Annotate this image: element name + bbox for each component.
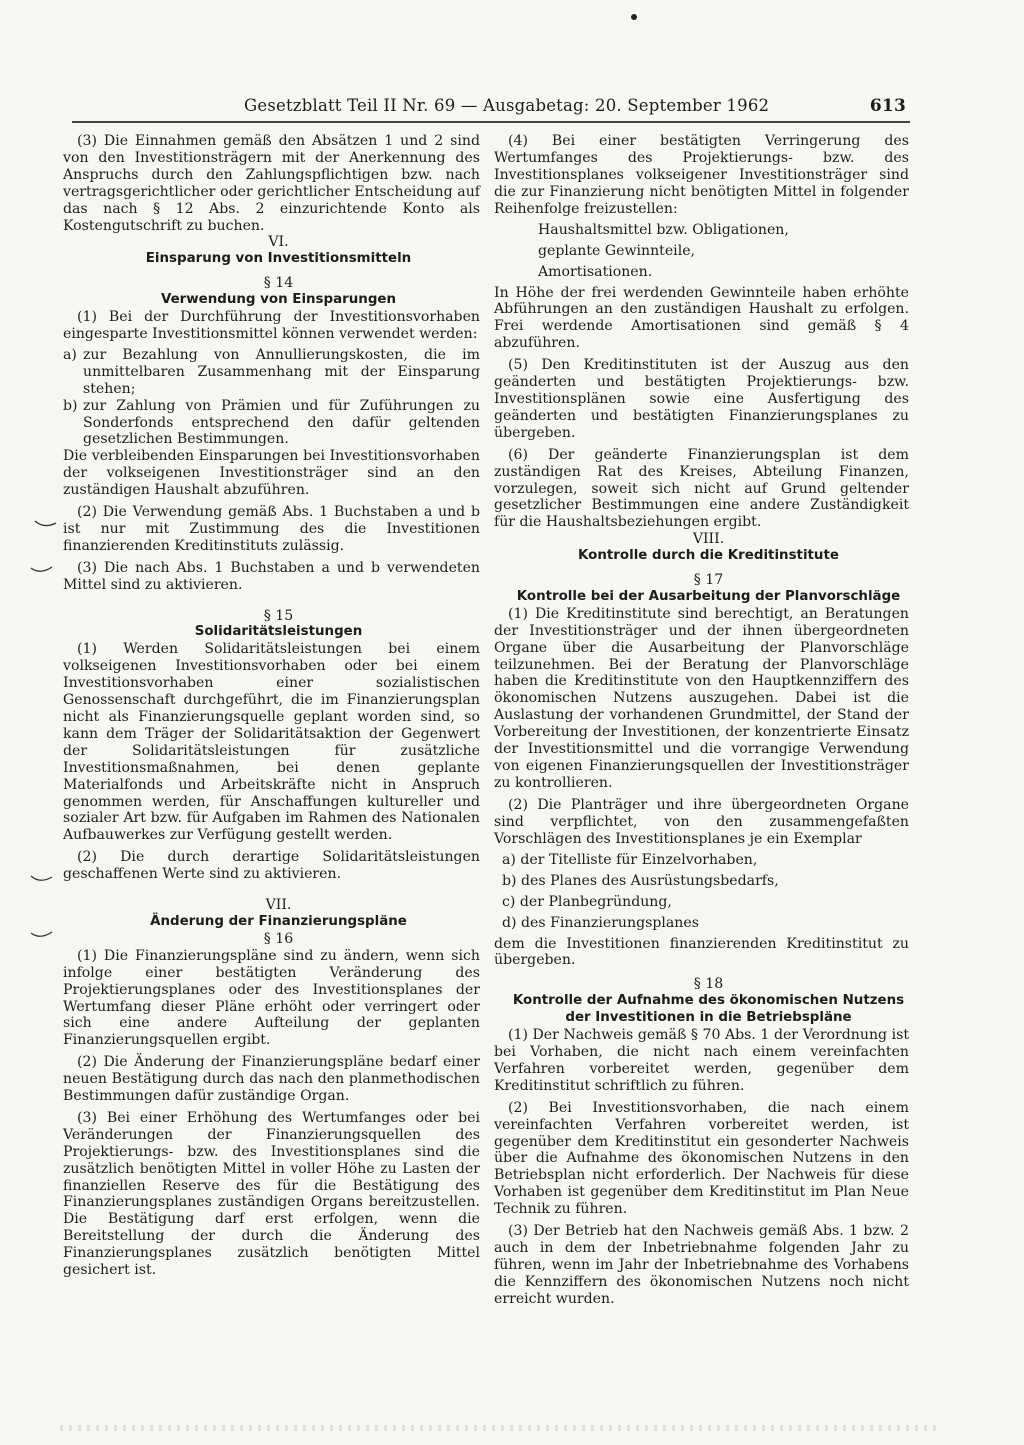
paragraph: dem die Investitionen finanzierenden Kreditinstitut zu übergeben.: [494, 935, 909, 969]
list-item: Amortisationen.: [538, 263, 653, 280]
pencil-tick-icon: [30, 565, 54, 575]
paragraph: (1) Die Finanzierungspläne sind zu ändern, wenn sich infolge einer bestätigten Veränderung des Projektierungsplanes oder des Investitionsplanes der Wertumfang dieser Pläne erhöht oder verringert oder sich eine andere Aufteilung der geplanten Finanzierungsquellen ergibt.: [63, 947, 480, 1049]
page-header: [80, 94, 906, 120]
document-list: [502, 850, 909, 934]
list-item: d) des Finanzierungsplanes: [502, 914, 699, 931]
list-text: zur Bezahlung von Annullierungskosten, die im unmittelbaren Zusammenhang mit der Einsparung stehen;: [83, 346, 480, 397]
paragraph: In Höhe der frei werdenden Gewinnteile haben erhöhte Abführungen an den zuständigen Haushalt zu erfolgen. Frei werdende Amortisationen sind gemäß § 4 abzuführen.: [494, 284, 909, 352]
section-number: VII.: [265, 897, 292, 914]
pencil-tick-icon: [30, 930, 54, 940]
paragraph: (6) Der geänderte Finanzierungsplan ist dem zuständigen Rat des Kreises, Abteilung Finanzen, vorzulegen, soweit sich nicht auf Grund geltender gesetzlicher Bestimmungen eine andere Zuständigkeit für die Haushaltsbeziehungen ergibt.: [494, 446, 909, 531]
section-title: Einsparung von Investitionsmitteln: [145, 251, 412, 267]
paragraph: (4) Bei einer bestätigten Verringerung des Wertumfanges des Projektierungs- bzw. des Investitionsplanes volkseigener Investitionsträger sind die zur Finanzierung nicht benötigten Mittel in folgender Reihenfolge freizustellen:: [494, 133, 909, 217]
release-order-list: [538, 220, 909, 283]
paragraph-title: Verwendung von Einsparungen: [160, 292, 397, 308]
paragraph: (1) Die Kreditinstitute sind berechtigt, an Beratungen der Investitionsträger und der ihnen übergeordneten Organe über die Ausarbeitung der Planvorschläge teilzunehmen. Bei der Beratung der Planvorschläge haben die Kreditinstitute von den Hauptkennziffern des ökonomischen Nutzens auszugehen. Dabei ist die Auslastung der vorhandenen Grundmittel, der Stand der Vorbereitung der Investitionen, der konzentrierte Einsatz der Investitionsmittel und die vorrangige Verwendung von eigenen Finanzierungsquellen der Investitionsträger zu kontrollieren.: [494, 605, 909, 791]
section-title: Kontrolle durch die Kreditinstitute: [578, 548, 839, 564]
paragraph: (2) Die durch derartige Solidaritätsleistungen geschaffenen Werte sind zu aktivieren.: [63, 849, 480, 883]
list-item: Haushaltsmittel bzw. Obligationen,: [538, 221, 789, 238]
paragraph-number: § 15: [263, 607, 294, 624]
list-item: geplante Gewinnteile,: [538, 242, 696, 259]
paragraph-number: § 18: [693, 976, 724, 993]
paragraph: (3) Der Betrieb hat den Nachweis gemäß Abs. 1 bzw. 2 auch in dem der Inbetriebnahme folgenden Jahr zu führen, wenn im Jahr der Inbetriebnahme des Vorhabens die Kennziffern des ökonomischen Nutzens noch nicht erreicht wurden.: [494, 1223, 909, 1307]
list-item: c) der Planbegründung,: [502, 893, 672, 910]
paragraph-title: Kontrolle bei der Ausarbeitung der Planvorschläge: [516, 588, 901, 604]
paragraph-title: Solidaritätsleistungen: [194, 624, 363, 640]
list-item: a) der Titelliste für Einzelvorhaben,: [502, 851, 758, 868]
paragraph-number: § 14: [263, 275, 294, 292]
paragraph: (1) Bei der Durchführung der Investitionsvorhaben eingesparte Investitionsmittel können verwendet werden:: [63, 309, 480, 342]
paragraph-number: § 16: [263, 930, 294, 947]
paragraph-title: der Investitionen in die Betriebspläne: [565, 1010, 852, 1026]
paragraph: (3) Die Einnahmen gemäß den Absätzen 1 und 2 sind von den Investitionsträgern mit der Anerkennung des Anspruchs durch den Zahlungspflichtigen bzw. nach vertragsgerichtlicher oder gerichtlicher Entscheidung auf das nach § 12 Abs. 2 einzurichtende Konto als Kostengutschrift zu buchen.: [63, 133, 480, 234]
paragraph: (2) Bei Investitionsvorhaben, die nach einem vereinfachten Verfahren vorbereitet werden, ist gegenüber dem Kreditinstitut ein gesonderter Nachweis über die Aufnahme des ökonomischen Nutzens in den Betriebsplan nicht erforderlich. Der Nachweis für diese Vorhaben ist gegenüber dem Kreditinstitut im Plan Neue Technik zu führen.: [494, 1099, 909, 1218]
paragraph-number: § 17: [693, 572, 724, 589]
header-rule: [72, 121, 910, 123]
list-item: [63, 347, 480, 398]
ink-dot: [631, 14, 637, 20]
paragraph: (2) Die Verwendung gemäß Abs. 1 Buchstaben a und b ist nur mit Zustimmung des die Investitionen finanzierenden Kreditinstituts zulässig.: [63, 504, 480, 554]
right-column: [494, 133, 909, 1308]
page-number: 613: [869, 96, 906, 116]
list-item: b) des Planes des Ausrüstungsbedarfs,: [502, 872, 779, 889]
paragraph: (1) Der Nachweis gemäß § 70 Abs. 1 der Verordnung ist bei Vorhaben, die nicht nach einem vereinfachten Verfahren vorbereitet werden, gegenüber dem Kreditinstitut schriftlich zu führen.: [494, 1027, 909, 1094]
paragraph-title: Kontrolle der Aufnahme des ökonomischen Nutzens: [512, 993, 905, 1009]
list-label: b): [63, 397, 78, 414]
paragraph: (5) Den Kreditinstituten ist der Auszug aus den geänderten und bestätigten Projektierungs- bzw. Investitionsplänen sowie eine Ausfertigung des geänderten und bestätigten Finanzierungsplanes zu übergeben.: [494, 357, 909, 441]
list-label: a): [63, 346, 77, 363]
pencil-tick-icon: [30, 874, 54, 884]
section-title: Änderung der Finanzierungspläne: [150, 913, 407, 929]
list-text: zur Zahlung von Prämien und für Zuführungen zu Sonderfonds entsprechend den dafür geltenden gesetzlichen Bestimmungen.: [83, 397, 480, 448]
list-item: [63, 398, 480, 449]
pencil-tick-icon: [34, 519, 58, 529]
paragraph: (2) Die Änderung der Finanzierungspläne bedarf einer neuen Bestätigung durch das nach den planmethodischen Bestimmungen dafür zuständige Organ.: [63, 1054, 480, 1105]
paragraph: (2) Die Planträger und ihre übergeordneten Organe sind verpflichtet, von den zusammengefaßten Vorschlägen des Investitionsplanes je ein Exemplar: [494, 796, 909, 847]
paragraph: (1) Werden Solidaritätsleistungen bei einem volkseigenen Investitionsvorhaben oder bei einem Investitionsvorhaben einer sozialistischen Genossenschaft durchgeführt, die im Finanzierungsplan nicht als Finanzierungsquelle geplant worden sind, so kann dem Träger der Solidaritätsaktion der Gegenwert der Solidaritätsleistungen für zusätzliche Investitionsmaßnahmen, bei denen geplante Materialfonds und Arbeitskräfte nicht in Anspruch genommen werden, für Anschaffungen kultureller und sozialer Art bzw. für Aufgaben im Rahmen des Nationalen Aufbauwerkes zur Verfügung gestellt werden.: [63, 641, 480, 844]
section-number: VIII.: [692, 531, 725, 548]
running-title: Gesetzblatt Teil II Nr. 69 — Ausgabetag: 20. September 1962: [244, 96, 770, 115]
paragraph: (3) Bei einer Erhöhung des Wertumfanges oder bei Veränderungen der Finanzierungsquellen des Projektierungs- bzw. des Investitionsplanes sind die zusätzlich benötigten Mittel in voller Höhe zu Lasten der finanziellen Reserve des für die Bestätigung des Finanzierungsplanes zuständigen Organs bereitzustellen. Die Bestätigung darf erst erfolgen, wenn die Bereitstellung der durch die Änderung des Finanzierungsplanes zusätzlich benötigten Mittel gesichert ist.: [63, 1109, 480, 1279]
section-number: VI.: [268, 234, 289, 251]
left-column: [63, 133, 480, 1279]
scan-edge: [60, 1425, 940, 1431]
paragraph: (3) Die nach Abs. 1 Buchstaben a und b verwendeten Mittel sind zu aktivieren.: [63, 559, 480, 593]
paragraph: Die verbleibenden Einsparungen bei Investitionsvorhaben der volkseigenen Investitionsträger sind an den zuständigen Haushalt abzuführen.: [63, 448, 480, 499]
